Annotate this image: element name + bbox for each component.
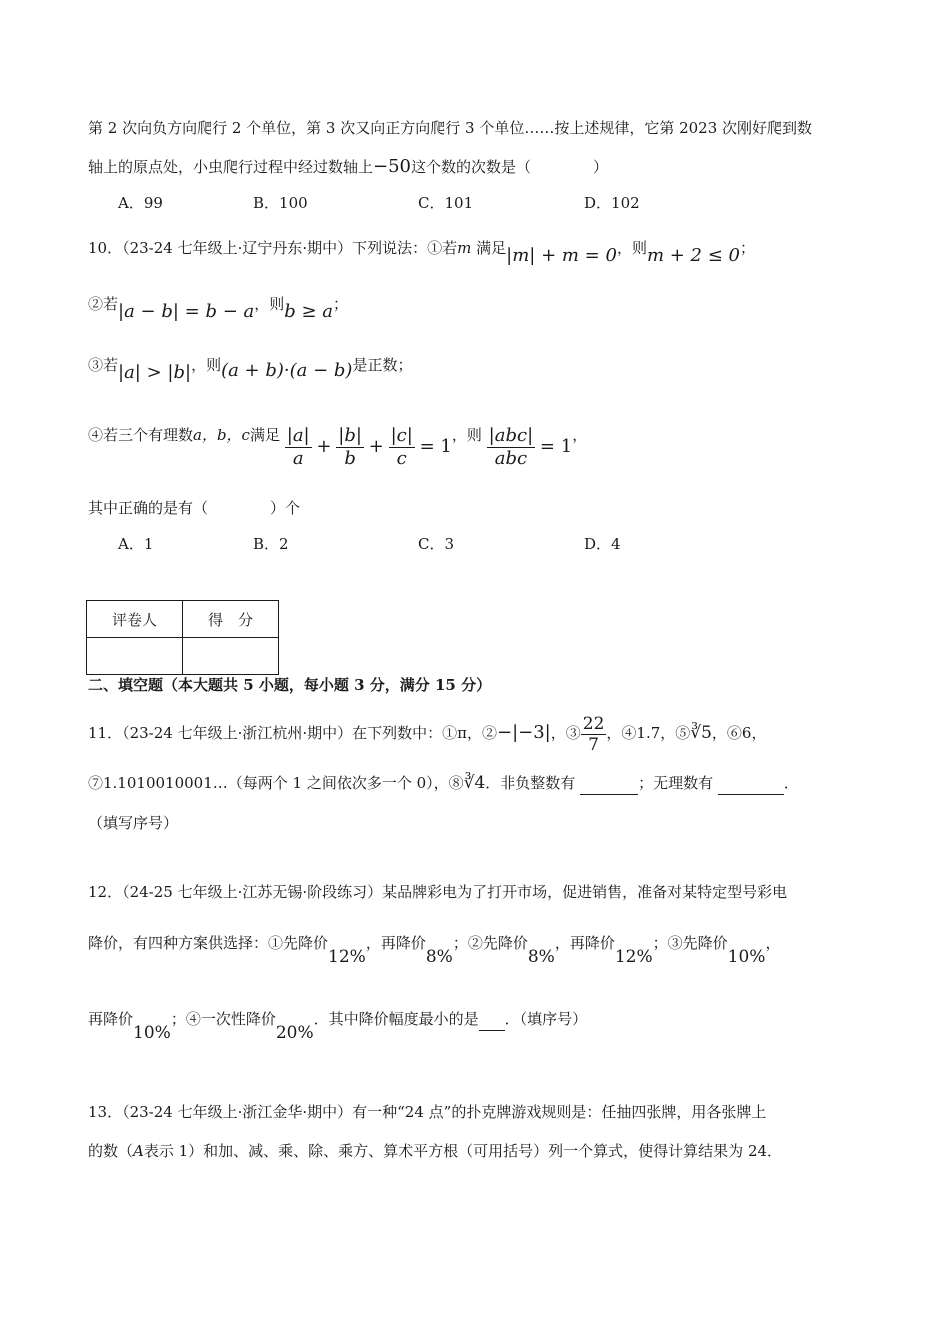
q11-stem	[88, 712, 766, 755]
q9-line1: 第 2 次向负方向爬行 2 个单位，第 3 次又向正方向爬行 3 个单位……按上述规律，它第 2023 次刚好爬到数	[88, 119, 813, 137]
q10-fraction-b-num: |b|	[338, 424, 362, 446]
q10-s3-end: 是正数；	[352, 356, 413, 374]
q10-option-a: A．1	[118, 535, 154, 553]
q11-fraction-den: 7	[588, 734, 599, 755]
q11-item-2: −|−3|	[497, 722, 551, 743]
q12-value-4: 12%	[614, 947, 653, 967]
q12-line3	[88, 1008, 588, 1043]
q11-line2-a: ⑦1.1010010001…（每两个 1 之间依次多一个 0），⑧	[88, 774, 464, 792]
q10-equals-2: = 1	[539, 436, 573, 457]
q10-fraction-abc-den: abc	[494, 447, 528, 469]
score-table-score-cell[interactable]	[183, 638, 279, 675]
q10-s3-math2: (a + b)·(a − b)	[221, 360, 353, 381]
q10-plus-2: +	[368, 436, 384, 457]
q12-line2-b: ，再降价	[365, 934, 426, 952]
q10-s3-sep: ，则	[191, 356, 222, 374]
q10-stem-prefix: 10．（23-24 七年级上·辽宁丹东·期中）下列说法：①若	[88, 239, 458, 257]
q10-s4-prefix: ④若三个有理数	[88, 426, 194, 444]
q10-option-c: C．3	[418, 535, 455, 553]
q11-line2	[88, 772, 799, 795]
q13-line1: 13．（23-24 七年级上·浙江金华·期中）有一种“24 点”的扑克牌游戏规则是：任抽四张牌，用各张牌上	[88, 1103, 767, 1121]
q12-line2-c: ；②先降价	[452, 934, 528, 952]
q12-line3-c: ．其中降价幅度最小的是	[313, 1010, 479, 1028]
q11-blank-nonneg-integers[interactable]	[580, 772, 638, 795]
q12-value-5: 10%	[727, 947, 766, 967]
q10-option-b: B．2	[253, 535, 289, 553]
q11-fraction	[581, 714, 607, 755]
score-table	[86, 600, 279, 675]
section-2-heading: 二、填空题（本大题共 5 小题，每小题 3 分，满分 15 分）	[88, 676, 492, 694]
q10-fraction-c-den: c	[396, 447, 407, 469]
q10-fraction-a	[285, 425, 312, 470]
q12-line2-a: 降价，有四种方案供选择：①先降价	[88, 934, 329, 952]
q11-item-8: ∛4	[463, 773, 486, 793]
q9-option-a: A．99	[118, 194, 163, 212]
q10-statement-4	[88, 423, 587, 470]
q10-equals-1: = 1	[419, 436, 452, 457]
q13-line2	[88, 1140, 782, 1162]
score-table-grader-header: 评卷人	[87, 601, 183, 638]
q11-p6: ，⑥6，	[711, 724, 767, 742]
q13-line2-var: A	[133, 1142, 144, 1160]
q12-line3-a: 再降价	[88, 1010, 134, 1028]
q10-s4-mid: 满足	[249, 426, 280, 444]
q10-fraction-abc	[487, 425, 535, 470]
q12-value-3: 8%	[527, 947, 555, 967]
q11-line3: （填写序号）	[88, 814, 179, 832]
q10-conclusion-text: 其中正确的是有（	[88, 499, 209, 517]
q10-fraction-a-den: a	[292, 447, 304, 469]
q9-line2-text: 轴上的原点处，小虫爬行过程中经过数轴上	[88, 158, 374, 176]
q10-fraction-a-num: |a|	[286, 424, 310, 446]
score-table-grader-cell[interactable]	[87, 638, 183, 675]
score-table-score-header: 得 分	[183, 601, 279, 638]
q10-s3-math1: |a| > |b|	[118, 362, 192, 383]
q9-option-c: C．101	[418, 194, 474, 212]
q10-stem-math2: m + 2 ≤ 0	[646, 245, 740, 266]
q10-stem-math1: |m| + m = 0	[506, 245, 617, 266]
q12-value-2: 8%	[425, 947, 453, 967]
q13-line2-b: 表示 1）和加、减、乘、除、乘方、算术平方根（可用括号）列一个算式，使得计算结果为 24．	[143, 1142, 783, 1160]
q12-value-6: 10%	[133, 1023, 171, 1043]
q12-line1: 12．（24-25 七年级上·江苏无锡·阶段练习）某品牌彩电为了打开市场，促进销售，准备对某特定型号彩电	[88, 883, 788, 901]
q9-option-d: D．102	[584, 194, 640, 212]
q11-prefix: 11．（23-24 七年级上·浙江杭州·期中）在下列数中：①π，②	[88, 724, 497, 742]
q10-s2-math2: b ≥ a	[284, 301, 334, 322]
q9-math-value: −50	[373, 156, 412, 177]
q10-s2-math1: |a − b| = b − a	[118, 301, 255, 322]
q11-fraction-num: 22	[582, 713, 605, 734]
q10-fraction-b	[336, 425, 364, 470]
q10-s4-end: ，	[572, 426, 588, 444]
q10-fraction-b-den: b	[344, 447, 356, 469]
q10-stem-end: ；	[739, 239, 755, 257]
q10-fraction-c	[389, 425, 415, 470]
q12-value-7: 20%	[275, 1023, 314, 1043]
q10-s4-vars: a，b，c	[193, 426, 250, 444]
q9-line2	[88, 156, 608, 178]
q9-option-b: B．100	[253, 194, 308, 212]
q9-line2-text-b: 这个数的次数是（	[411, 158, 532, 176]
q10-s3-prefix: ③若	[88, 356, 119, 374]
q10-statement-3	[88, 354, 413, 383]
q12-line2-e: ；③先降价	[652, 934, 728, 952]
q10-s4-sep: ，则	[451, 426, 482, 444]
q10-s2-sep: ，则	[254, 295, 285, 313]
q12-line3-b: ；④一次性降价	[170, 1010, 276, 1028]
q10-statement-2	[88, 293, 349, 322]
q9-line2-end: ）	[593, 158, 609, 176]
q12-line2-f: ，	[765, 934, 781, 952]
q10-plus-1: +	[316, 436, 332, 457]
q11-p3: ，③	[550, 724, 581, 742]
q10-conclusion-end: ）个	[270, 499, 301, 517]
q12-value-1: 12%	[328, 947, 366, 967]
q10-stem-var: m	[457, 239, 472, 257]
q12-line3-d: ．（填序号）	[504, 1010, 588, 1028]
q12-line2	[88, 932, 781, 967]
q11-blank-irrationals[interactable]	[718, 772, 784, 795]
q11-item-5: ∛5	[690, 723, 712, 743]
q10-fraction-c-num: |c|	[390, 424, 413, 446]
q13-line2-a: 的数（	[88, 1142, 134, 1160]
q12-line2-d: ，再降价	[554, 934, 615, 952]
q10-stem-mid: 满足	[471, 239, 507, 257]
q10-s2-end: ；	[333, 295, 349, 313]
q10-conclusion	[88, 497, 300, 519]
q10-stem	[88, 237, 755, 266]
q11-line2-b: ．非负整数有	[485, 774, 576, 792]
q11-line2-c: ；无理数有	[638, 774, 714, 792]
q11-p4: ，④1.7，⑤	[606, 724, 691, 742]
q11-line2-end: ．	[783, 774, 799, 792]
q12-answer-blank[interactable]	[479, 1008, 505, 1031]
q10-option-d: D．4	[584, 535, 621, 553]
q10-fraction-abc-num: |abc|	[488, 424, 534, 446]
q10-s2-prefix: ②若	[88, 295, 119, 313]
q10-stem-sep: ，则	[616, 239, 647, 257]
